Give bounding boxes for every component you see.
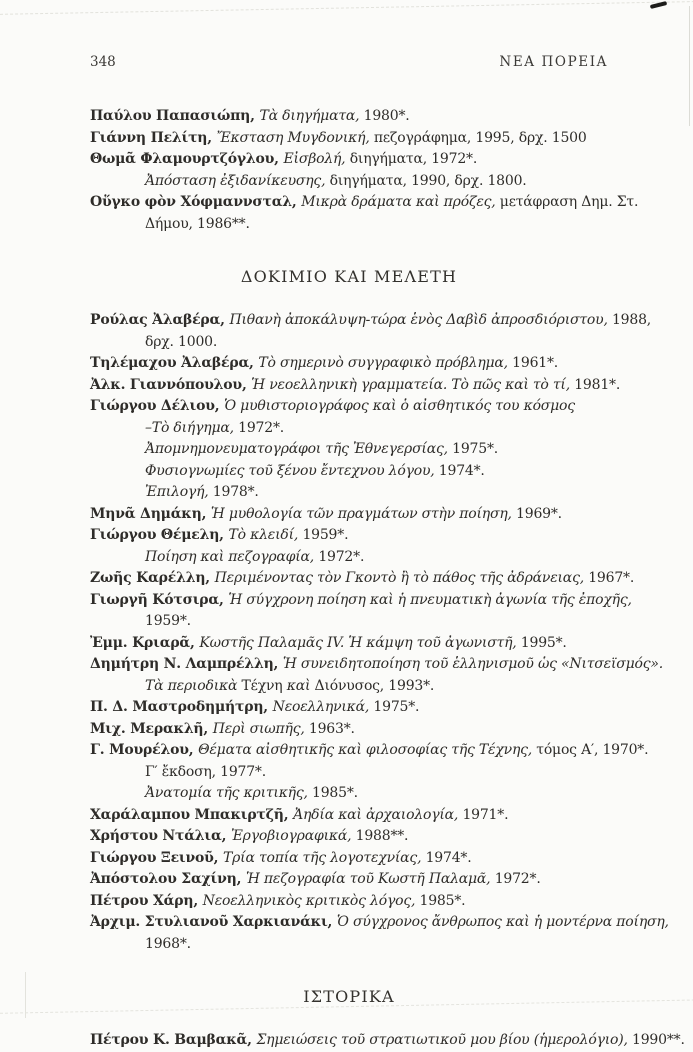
running-header <box>90 54 608 70</box>
author-name: Τηλέμαχου Ἀλαβέρα, <box>90 355 259 371</box>
work-title: Εἰσβολή, <box>283 151 350 167</box>
author-name: Γιωργῆ Κότσιρα, <box>90 591 229 608</box>
entry-detail: Δήμου, 1986**. <box>145 215 250 232</box>
work-title: Περιμένοντας τὸν Γκοντὸ ἢ τὸ πάθος τῆς ἀδράνειας, <box>214 570 589 586</box>
entry-detail: 1985*. <box>419 892 466 909</box>
work-title: Κωστῆς Παλαμᾶς IV. Ἡ κάμψη τοῦ ἀγωνιστῆ, <box>199 634 521 651</box>
entry-line <box>90 912 669 934</box>
author-name: Δημήτρη Ν. Λαμπρέλλη, <box>90 656 283 672</box>
author-name: Γιώργου Θέμελη, <box>90 527 229 543</box>
entry-line <box>90 332 608 354</box>
work-title: Τρία τοπία τῆς λογοτεχνίας, <box>222 849 426 866</box>
entry-detail: 1988, <box>611 312 652 328</box>
work-title: Ἡ μυθολογία τῶν πραγμάτων στὴν ποίηση, <box>210 505 517 522</box>
bibliography-entry <box>90 697 608 719</box>
entry-line <box>90 654 664 676</box>
entry-line <box>90 719 608 741</box>
entry-line <box>90 149 608 171</box>
entry-detail: Διόνυσος, 1993*. <box>314 677 435 694</box>
work-title: Τὸ κλειδί, <box>228 527 303 543</box>
author-name: Ρούλας Ἀλαβέρα, <box>90 312 230 328</box>
entry-detail: 1971*. <box>462 806 509 823</box>
bibliography-entry <box>90 128 608 150</box>
bibliography-entry <box>90 192 639 235</box>
author-name: Γιώργου Ξεινοῦ, <box>90 849 223 866</box>
bibliography-entry <box>90 719 608 741</box>
author-name: Οὕγκο φὸν Χόφμαννσταλ, <box>90 194 302 210</box>
entry-detail: 1961*. <box>512 355 559 371</box>
entry-detail: 1988**. <box>355 828 409 844</box>
work-title: Φυσιογνωμίες τοῦ ξένου ἔντεχνου λόγου, <box>145 462 439 479</box>
entry-detail: 1969*. <box>516 505 562 522</box>
work-title: Ποίηση καὶ πεζογραφία, <box>145 548 319 565</box>
author-name: Ἐμμ. Κριαρᾶ, <box>90 634 200 651</box>
entry-line <box>90 547 608 569</box>
work-title: Τὸ σημερινὸ συγγραφικὸ πρόβλημα, <box>258 355 513 371</box>
bibliography-entry <box>90 310 652 353</box>
bibliography-entry <box>90 654 664 697</box>
work-title: Ἀπόσταση ἐξιδανίκευσης, <box>145 172 330 189</box>
work-title: Ἡ πεζογραφία τοῦ Κωστῆ Παλαμᾶ, <box>245 871 495 887</box>
entry-line <box>90 891 608 913</box>
work-title: Θέματα αἰσθητικῆς καὶ φιλοσοφίας τῆς Τέχνης, <box>198 742 537 758</box>
entry-line <box>90 1030 685 1052</box>
author-name: Γιάννη Πελίτη, <box>90 129 217 146</box>
entry-detail: 1972*. <box>494 871 541 887</box>
entry-line <box>90 590 632 612</box>
entry-line <box>90 611 608 633</box>
bibliography-entry <box>90 568 635 590</box>
entry-detail: 1990**. <box>632 1032 685 1048</box>
author-name: Θωμᾶ Φλαμουρτζόγλου, <box>90 151 284 167</box>
bibliography-section <box>90 267 669 955</box>
entry-detail: 1974*. <box>438 462 485 479</box>
author-name: Γ. Μουρέλου, <box>90 742 199 758</box>
entry-line <box>90 106 608 128</box>
work-title: καὶ <box>282 677 315 694</box>
page-number: 348 <box>90 54 116 70</box>
scan-edge-line-top <box>0 0 693 15</box>
work-title: Ἐργοβιογραφικά, <box>230 828 356 844</box>
entry-line <box>90 525 608 547</box>
bibliography-entry <box>90 912 669 955</box>
bibliography-entry <box>90 891 608 913</box>
bibliography-entry <box>90 590 632 633</box>
bibliography-entry <box>90 869 608 891</box>
bibliography-entry <box>90 633 608 655</box>
author-name: Μηνᾶ Δημάκη, <box>90 505 211 522</box>
author-name: Χρήστου Ντάλια, <box>90 828 231 844</box>
entry-detail: 1972*. <box>318 548 365 565</box>
work-title: Σημειώσεις τοῦ στρατιωτικοῦ μου βίου (ἡμερολόγιο), <box>256 1032 633 1048</box>
work-title: Ἐπιλογή, <box>145 484 213 500</box>
bibliography-entry <box>90 1030 685 1052</box>
work-title: Ἀηδία καὶ ἀρχαιολογία, <box>293 806 463 823</box>
entry-line <box>90 192 639 214</box>
entry-line <box>90 934 608 956</box>
bibliography <box>90 106 685 1052</box>
entry-detail: διηγήματα, 1990, δρχ. 1800. <box>329 172 527 189</box>
entry-line <box>90 783 608 805</box>
work-title: Νεοελληνικὸς κριτικὸς λόγος, <box>202 892 420 909</box>
author-name: Ἀλκ. Γιαννόπουλου, <box>90 376 252 393</box>
entry-line <box>90 375 621 397</box>
scan-edge-line-left <box>25 972 26 1018</box>
entry-line <box>90 396 608 418</box>
author-name: Μιχ. Μερακλῆ, <box>90 720 213 737</box>
entry-detail: 1981*. <box>574 376 621 393</box>
bibliography-section <box>90 106 639 235</box>
bibliography-entry <box>90 375 621 397</box>
entry-line <box>90 214 608 236</box>
bibliography-entry <box>90 805 608 827</box>
entry-detail: τόμος Α′, 1970*. <box>536 742 649 758</box>
entry-line <box>90 310 652 332</box>
entry-detail: 1967*. <box>588 570 635 586</box>
work-title: Ἔκσταση Μυγδονική, <box>216 129 374 146</box>
work-title: Τὰ διηγήματα, <box>259 108 364 124</box>
entry-detail: 1995*. <box>520 634 567 651</box>
entry-detail: Γ′ ἔκδοση, 1977*. <box>145 763 266 780</box>
entry-line <box>90 676 608 698</box>
section-heading: ΙΣΤΟΡΙΚΑ <box>303 987 395 1006</box>
entry-line <box>90 418 608 440</box>
work-title: Ὁ σύγχρονος ἄνθρωπος καὶ ἡ μοντέρνα ποίηση, <box>336 914 669 930</box>
entry-detail: 1963*. <box>308 720 355 737</box>
entry-line <box>90 568 635 590</box>
author-name: Παύλου Παπασιώπη, <box>90 108 260 124</box>
entry-detail: διηγήματα, 1972*. <box>349 151 478 167</box>
author-name: Ἀπόστολου Σαχίνη, <box>90 871 246 887</box>
entry-line <box>90 869 608 891</box>
entry-detail: μετάφραση Δημ. Στ. <box>499 194 639 210</box>
entry-detail: δρχ. 1000. <box>145 333 218 350</box>
bibliography-section <box>90 987 685 1052</box>
author-name: Γιώργου Δέλιου, <box>90 398 225 414</box>
work-title: Ἡ σύγχρονη ποίηση καὶ ἡ πνευματικὴ ἀγωνία τῆς ἐποχῆς, <box>228 591 632 608</box>
author-name: Πέτρου Χάρη, <box>90 892 203 909</box>
bibliography-entry <box>90 504 608 526</box>
author-name: Πέτρου Κ. Βαμβακᾶ, <box>90 1032 257 1048</box>
entry-line <box>90 482 608 504</box>
entry-line <box>90 826 608 848</box>
bibliography-entry <box>90 396 608 504</box>
entry-line <box>90 128 608 150</box>
bibliography-entry <box>90 106 608 128</box>
work-title: –Τὸ διήγημα, <box>145 419 239 436</box>
entry-line <box>90 762 608 784</box>
section-heading: ΔΟΚΙΜΙΟ ΚΑΙ ΜΕΛΕΤΗ <box>240 267 458 286</box>
work-title: Ἀπομνημονευματογράφοι τῆς Ἐθνεγερσίας, <box>145 441 453 457</box>
author-name: Π. Δ. Μαστροδημήτρη, <box>90 699 273 715</box>
entry-line <box>90 439 608 461</box>
work-title: Πιθανὴ ἀποκάλυψη-τώρα ἑνὸς Δαβὶδ ἀπροσδιόριστου, <box>229 312 612 328</box>
entry-detail: Τέχνη <box>241 677 283 694</box>
work-title: Ἡ νεοελληνικὴ γραμματεία. Τὸ πῶς καὶ τὸ τί, <box>251 376 575 393</box>
bibliography-entry <box>90 848 608 870</box>
entry-detail: 1959*. <box>145 613 191 629</box>
entry-detail: 1959*. <box>302 527 349 543</box>
entry-line <box>90 171 608 193</box>
work-title: Νεοελληνικά, <box>272 699 374 715</box>
entry-detail: πεζογράφημα, 1995, δρχ. 1500 <box>373 129 587 146</box>
work-title: Ἀνατομία τῆς κριτικῆς, <box>145 785 313 801</box>
bibliography-entry <box>90 826 608 848</box>
entry-detail: 1968*. <box>145 935 191 952</box>
entry-line <box>90 353 608 375</box>
work-title: Μικρὰ δράματα καὶ πρόζες, <box>301 194 500 210</box>
scan-edge-line-right <box>689 6 690 126</box>
entry-detail: 1980*. <box>363 108 410 124</box>
journal-title: ΝΕΑ ΠΟΡΕΙΑ <box>499 54 608 70</box>
entry-detail: 1975*. <box>373 699 420 715</box>
entry-line <box>90 848 608 870</box>
bibliography-entry <box>90 353 608 375</box>
author-name: Ζωῆς Καρέλλη, <box>90 570 215 586</box>
work-title: Ὁ μυθιστοριογράφος καὶ ὁ αἰσθητικός του κόσμος <box>224 398 575 414</box>
entry-line <box>90 504 608 526</box>
entry-detail: 1978*. <box>212 484 259 500</box>
entry-detail: 1985*. <box>312 785 358 801</box>
author-name: Ἀρχιμ. Στυλιανοῦ Χαρκιανάκι, <box>90 914 337 930</box>
work-title: Περὶ σιωπῆς, <box>212 720 309 737</box>
bibliography-entry <box>90 740 649 805</box>
bibliography-entry <box>90 149 608 192</box>
entry-line <box>90 740 649 762</box>
bibliography-entry <box>90 525 608 568</box>
entry-line <box>90 461 608 483</box>
entry-detail: 1975*. <box>452 441 499 457</box>
work-title: Ἡ συνειδητοποίηση τοῦ ἑλληνισμοῦ ὡς «Νιτσεϊσμός». <box>282 656 664 672</box>
entry-line <box>90 697 608 719</box>
entry-detail: 1974*. <box>425 849 472 866</box>
work-title: Τὰ περιοδικὰ <box>145 677 242 694</box>
entry-line <box>90 805 608 827</box>
entry-line <box>90 633 608 655</box>
entry-detail: 1972*. <box>238 419 285 436</box>
author-name: Χαράλαμπου Μπακιρτζῆ, <box>90 806 294 823</box>
